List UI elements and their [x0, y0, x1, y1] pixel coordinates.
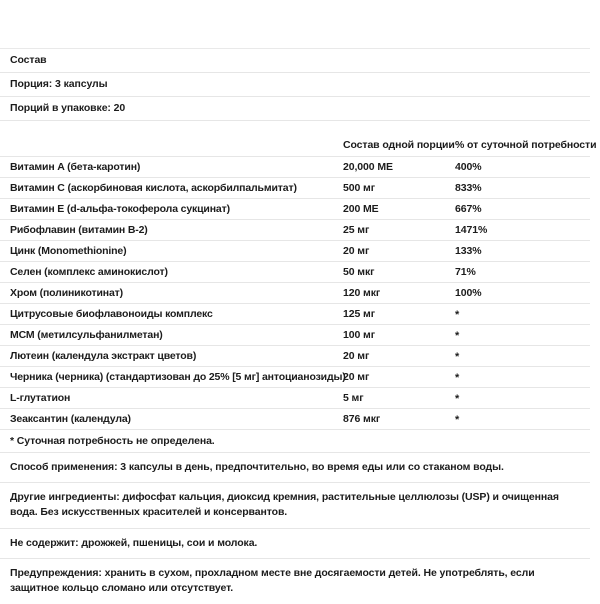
table-header-row — [0, 134, 597, 156]
ingredient-name: Зеаксантин (календула) — [10, 412, 131, 425]
ingredient-daily-value: 833% — [455, 181, 482, 194]
top-whitespace — [0, 0, 600, 48]
table-row — [0, 345, 590, 366]
ingredient-daily-value: * — [455, 372, 460, 384]
column-header-amount-per-serving: Состав одной порции — [343, 138, 455, 151]
ingredient-daily-value: 667% — [455, 202, 482, 215]
table-row — [0, 366, 590, 387]
ingredient-amount: 125 мг — [343, 307, 375, 320]
ingredient-daily-value: * — [455, 393, 460, 405]
ingredient-name: МСМ (метилсульфанилметан) — [10, 328, 163, 341]
ingredient-name: Рибофлавин (витамин B-2) — [10, 223, 148, 236]
table-row — [0, 156, 590, 177]
ingredient-daily-value: 133% — [455, 244, 482, 257]
table-row — [0, 408, 590, 429]
ingredient-daily-value: 1471% — [455, 223, 488, 236]
ingredient-daily-value: 100% — [455, 286, 482, 299]
ingredient-amount: 20 мг — [343, 349, 370, 362]
ingredient-amount: 20,000 МЕ — [343, 160, 393, 173]
servings-per-container-label: Порций в упаковке: 20 — [10, 102, 126, 114]
ingredient-name: Витамин A (бета-каротин) — [10, 160, 141, 173]
ingredient-name: Лютеин (календула экстракт цветов) — [10, 349, 197, 362]
table-row — [0, 387, 590, 408]
ingredient-daily-value: 71% — [455, 265, 476, 278]
table-row — [0, 303, 590, 324]
table-row — [0, 240, 590, 261]
ingredient-name: Витамин E (d-альфа-токоферола сукцинат) — [10, 202, 230, 215]
ingredient-amount: 20 мг — [343, 244, 370, 257]
ingredient-amount: 20 мг — [343, 370, 370, 383]
table-row — [0, 198, 590, 219]
ingredient-daily-value: * — [455, 414, 460, 426]
daily-value-footnote: * Суточная потребность не определена. — [10, 434, 215, 447]
ingredient-amount: 100 мг — [343, 328, 375, 341]
info-row-servings-per-container — [0, 96, 590, 120]
ingredient-amount: 500 мг — [343, 181, 375, 194]
ingredient-amount: 120 мкг — [343, 286, 381, 299]
ingredient-name: L-глутатион — [10, 391, 71, 404]
ingredient-name: Черника (черника) (стандартизован до 25% [5 мг] антоцианозиды) — [10, 370, 346, 383]
ingredient-daily-value: * — [455, 351, 460, 363]
ingredient-amount: 5 мг — [343, 391, 364, 404]
ingredient-amount: 50 мкг — [343, 265, 375, 278]
table-body — [0, 156, 590, 429]
table-row — [0, 261, 590, 282]
ingredient-name: Селен (комплекс аминокислот) — [10, 265, 168, 278]
ingredient-amount: 25 мг — [343, 223, 370, 236]
ingredient-name: Цитрусовые биофлавоноиды комплекс — [10, 307, 213, 320]
info-table-spacer — [0, 120, 590, 134]
ingredient-daily-value: * — [455, 309, 460, 321]
ingredient-amount: 876 мкг — [343, 412, 381, 425]
table-row — [0, 177, 590, 198]
ingredient-daily-value: * — [455, 330, 460, 342]
free-from-paragraph: Не содержит: дрожжей, пшеницы, сои и молока. — [0, 528, 590, 558]
nutrition-table — [0, 134, 597, 429]
supplement-facts-title: Состав — [10, 54, 47, 66]
table-row — [0, 219, 590, 240]
ingredient-daily-value: 400% — [455, 160, 482, 173]
supplement-info-block — [0, 48, 590, 120]
ingredient-name: Хром (полиникотинат) — [10, 286, 123, 299]
info-row-title — [0, 48, 590, 72]
table-row — [0, 324, 590, 345]
column-header-daily-value: % от суточной потребности — [455, 138, 597, 151]
ingredient-name: Цинк (Monomethionine) — [10, 244, 127, 257]
other-ingredients-paragraph: Другие ингредиенты: дифосфат кальция, диоксид кремния, растительные целлюлозы (USP) и очищенная вода. Без искусственных красителей и консервантов. — [0, 482, 590, 528]
info-row-serving-size — [0, 72, 590, 96]
directions-paragraph: Способ применения: 3 капсулы в день, предпочтительно, во время еды или со стаканом воды. — [0, 452, 590, 482]
ingredient-amount: 200 МЕ — [343, 202, 379, 215]
daily-value-footnote-row — [0, 429, 590, 452]
serving-size-label: Порция: 3 капсулы — [10, 78, 108, 90]
ingredient-name: Витамин C (аскорбиновая кислота, аскорбилпальмитат) — [10, 181, 297, 194]
table-row — [0, 282, 590, 303]
warnings-paragraph: Предупреждения: хранить в сухом, прохладном месте вне досягаемости детей. Не употреблять, если защитное кольцо сломано или отсутствует. — [0, 558, 590, 604]
